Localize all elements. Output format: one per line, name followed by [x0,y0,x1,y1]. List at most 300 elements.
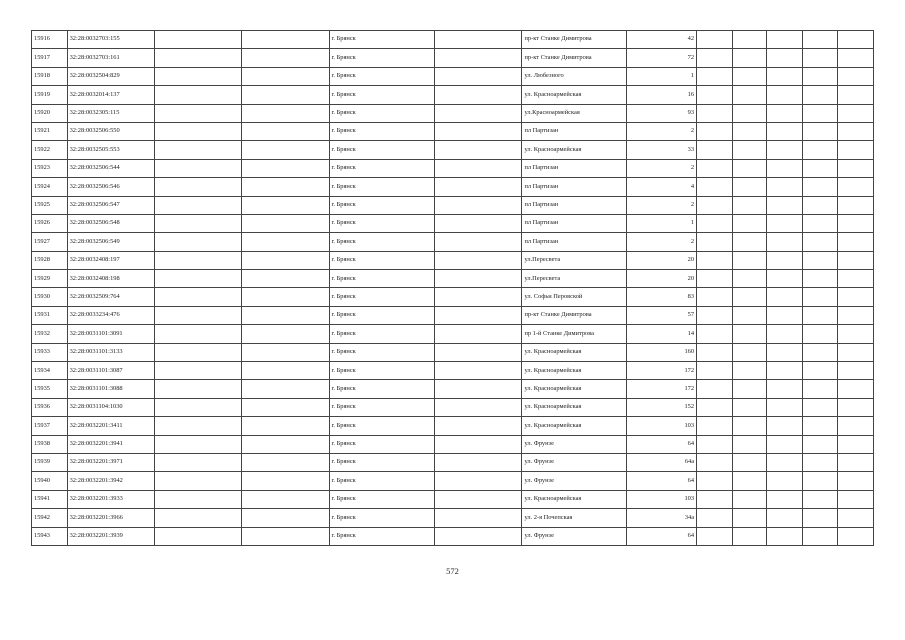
cell-house: 2 [627,159,697,177]
cell-city: г. Брянск [329,270,435,288]
cell-street: ул. Фрунзе [522,435,627,453]
cell-house: 64 [627,472,697,490]
cell-empty [732,343,766,361]
cell-city: г. Брянск [329,325,435,343]
cell-id: 15919 [32,86,68,104]
cell-empty [154,288,241,306]
cell-house: 1 [627,67,697,85]
cell-empty [154,270,241,288]
cell-city: г. Брянск [329,380,435,398]
table-row [32,343,874,361]
table-row [32,233,874,251]
cell-empty [435,67,522,85]
cell-empty [802,141,838,159]
cell-cadastral: 32:28:0032703:161 [67,49,154,67]
cell-empty [802,159,838,177]
cell-empty [838,325,874,343]
cell-empty [242,159,329,177]
cell-street: ул.Пересвета [522,251,627,269]
cell-city: г. Брянск [329,122,435,140]
cell-empty [802,233,838,251]
cell-empty [802,67,838,85]
cell-empty [838,343,874,361]
cell-empty [154,306,241,324]
cell-empty [697,214,733,232]
cell-empty [732,122,766,140]
cell-empty [154,362,241,380]
cell-empty [435,196,522,214]
cell-city: г. Брянск [329,453,435,471]
cell-empty [242,380,329,398]
cell-empty [838,233,874,251]
cell-empty [838,362,874,380]
table-row [32,325,874,343]
cell-empty [767,86,803,104]
cell-empty [838,306,874,324]
cell-empty [154,380,241,398]
cell-street: пл Партизан [522,233,627,251]
cell-house: 93 [627,104,697,122]
cell-empty [697,122,733,140]
cell-house: 103 [627,490,697,508]
cell-empty [242,435,329,453]
cell-id: 15930 [32,288,68,306]
table-row [32,196,874,214]
cell-empty [697,196,733,214]
table-row [32,306,874,324]
cell-empty [435,104,522,122]
cell-city: г. Брянск [329,509,435,527]
cell-street: ул. Фрунзе [522,527,627,545]
cell-empty [435,86,522,104]
cell-id: 15925 [32,196,68,214]
cell-empty [242,178,329,196]
cell-city: г. Брянск [329,490,435,508]
cell-empty [242,472,329,490]
cell-empty [242,343,329,361]
cell-empty [435,214,522,232]
cell-empty [435,49,522,67]
cell-empty [697,453,733,471]
cell-empty [242,67,329,85]
cell-empty [802,196,838,214]
cell-empty [697,251,733,269]
cell-empty [697,362,733,380]
table-row [32,214,874,232]
cell-empty [767,196,803,214]
cell-empty [838,453,874,471]
cell-empty [732,306,766,324]
cell-house: 2 [627,196,697,214]
cell-empty [435,527,522,545]
cell-empty [732,49,766,67]
cell-empty [242,490,329,508]
cell-id: 15924 [32,178,68,196]
cell-street: пр-кт Станке Димитрова [522,306,627,324]
cell-empty [732,270,766,288]
cell-cadastral: 32:28:0032201:3971 [67,453,154,471]
cell-street: ул. Красноармейская [522,362,627,380]
cell-cadastral: 32:28:0033234:476 [67,306,154,324]
cell-empty [435,270,522,288]
cell-city: г. Брянск [329,104,435,122]
cell-empty [767,306,803,324]
cell-empty [732,325,766,343]
cell-empty [838,435,874,453]
cell-house: 34а [627,509,697,527]
cell-empty [154,159,241,177]
table-body [32,31,874,546]
cell-city: г. Брянск [329,343,435,361]
table-row [32,490,874,508]
cell-empty [802,453,838,471]
cell-empty [435,251,522,269]
cell-id: 15929 [32,270,68,288]
cell-cadastral: 32:28:0032506:550 [67,122,154,140]
cell-street: пр-кт Станке Димитрова [522,31,627,49]
cell-street: ул.Красноармейская [522,104,627,122]
cell-id: 15928 [32,251,68,269]
cell-empty [802,288,838,306]
table-row [32,86,874,104]
table-row [32,159,874,177]
cell-id: 15926 [32,214,68,232]
cell-empty [802,490,838,508]
cell-city: г. Брянск [329,214,435,232]
cell-empty [802,398,838,416]
cell-empty [154,122,241,140]
cell-empty [838,86,874,104]
cell-id: 15917 [32,49,68,67]
cell-cadastral: 32:28:0031101:3091 [67,325,154,343]
cell-house: 2 [627,122,697,140]
cell-empty [767,417,803,435]
cell-empty [802,31,838,49]
cell-cadastral: 32:28:0032201:3966 [67,509,154,527]
cell-empty [767,67,803,85]
table-row [32,362,874,380]
cell-cadastral: 32:28:0032305:115 [67,104,154,122]
cell-cadastral: 32:28:0032201:3942 [67,472,154,490]
table-row [32,104,874,122]
cell-id: 15936 [32,398,68,416]
cell-empty [767,141,803,159]
table-row [32,398,874,416]
cell-cadastral: 32:28:0031101:3133 [67,343,154,361]
cell-cadastral: 32:28:0032509:764 [67,288,154,306]
cell-city: г. Брянск [329,67,435,85]
cell-empty [732,67,766,85]
cell-empty [242,288,329,306]
table-row [32,270,874,288]
table-row [32,49,874,67]
cell-empty [767,233,803,251]
cell-empty [767,435,803,453]
cell-empty [838,178,874,196]
cell-empty [435,325,522,343]
table-row [32,251,874,269]
cell-empty [154,86,241,104]
cell-empty [767,122,803,140]
cell-city: г. Брянск [329,86,435,104]
cell-empty [435,417,522,435]
cell-empty [242,362,329,380]
cell-id: 15938 [32,435,68,453]
cell-cadastral: 32:28:0032505:553 [67,141,154,159]
cell-empty [838,417,874,435]
cell-cadastral: 32:28:0032408:198 [67,270,154,288]
cell-empty [154,490,241,508]
cell-empty [154,472,241,490]
cell-empty [435,31,522,49]
cell-house: 20 [627,270,697,288]
cell-empty [838,380,874,398]
table-row [32,67,874,85]
cell-empty [435,453,522,471]
cell-house: 33 [627,141,697,159]
cell-empty [838,398,874,416]
cell-empty [697,270,733,288]
cell-empty [838,159,874,177]
cell-empty [732,472,766,490]
cell-id: 15940 [32,472,68,490]
cell-empty [838,288,874,306]
cell-empty [767,251,803,269]
cell-empty [838,122,874,140]
cell-empty [697,86,733,104]
cell-city: г. Брянск [329,417,435,435]
cell-empty [697,343,733,361]
cell-house: 14 [627,325,697,343]
cell-street: ул. 2-я Почепская [522,509,627,527]
cell-street: пл Партизан [522,122,627,140]
cell-empty [838,49,874,67]
cell-street: ул. Красноармейская [522,141,627,159]
cell-empty [802,251,838,269]
cell-empty [242,31,329,49]
cell-empty [838,490,874,508]
cell-empty [767,49,803,67]
cell-city: г. Брянск [329,362,435,380]
cell-empty [154,398,241,416]
cell-empty [732,527,766,545]
cell-empty [838,67,874,85]
cell-empty [435,288,522,306]
cell-empty [242,453,329,471]
cell-empty [697,159,733,177]
cell-house: 16 [627,86,697,104]
cell-empty [802,472,838,490]
cell-empty [732,362,766,380]
cell-house: 103 [627,417,697,435]
cell-city: г. Брянск [329,251,435,269]
page-number: 572 [446,566,459,576]
cell-empty [767,509,803,527]
cell-empty [154,196,241,214]
cell-empty [435,178,522,196]
table-row [32,288,874,306]
cell-empty [242,417,329,435]
cell-empty [732,288,766,306]
cell-city: г. Брянск [329,31,435,49]
table-row [32,527,874,545]
cell-empty [802,306,838,324]
cell-empty [697,178,733,196]
cell-id: 15941 [32,490,68,508]
cell-empty [242,214,329,232]
cell-empty [802,122,838,140]
cell-street: ул. Красноармейская [522,398,627,416]
cell-empty [242,509,329,527]
table-row [32,122,874,140]
cell-empty [732,86,766,104]
cell-house: 42 [627,31,697,49]
cell-id: 15931 [32,306,68,324]
cell-empty [838,270,874,288]
cell-street: ул. Красноармейская [522,380,627,398]
cell-cadastral: 32:28:0032504:829 [67,67,154,85]
cell-house: 2 [627,233,697,251]
cell-empty [242,49,329,67]
cell-empty [802,343,838,361]
cell-street: пр-кт Станке Димитрова [522,49,627,67]
cell-cadastral: 32:28:0032408:197 [67,251,154,269]
cell-empty [154,527,241,545]
cell-street: пл Партизан [522,178,627,196]
cell-empty [802,435,838,453]
cell-empty [767,214,803,232]
cell-house: 1 [627,214,697,232]
cell-empty [838,141,874,159]
cell-empty [767,398,803,416]
cell-cadastral: 32:28:0032201:3939 [67,527,154,545]
cell-empty [435,435,522,453]
cell-empty [732,196,766,214]
cell-street: пл Партизан [522,214,627,232]
cell-empty [242,104,329,122]
cell-city: г. Брянск [329,306,435,324]
cell-street: ул. Любезного [522,67,627,85]
cell-empty [732,490,766,508]
table-row [32,509,874,527]
cell-empty [697,325,733,343]
cell-empty [732,214,766,232]
cell-cadastral: 32:28:0032703:155 [67,31,154,49]
cell-street: ул. Фрунзе [522,472,627,490]
cell-empty [242,141,329,159]
cell-id: 15918 [32,67,68,85]
cell-empty [732,31,766,49]
cell-city: г. Брянск [329,435,435,453]
cell-empty [802,509,838,527]
cell-empty [802,325,838,343]
cell-empty [838,196,874,214]
cell-empty [697,49,733,67]
cell-empty [802,417,838,435]
cell-empty [154,233,241,251]
cell-city: г. Брянск [329,141,435,159]
cell-empty [697,233,733,251]
cell-empty [767,159,803,177]
cell-empty [802,362,838,380]
cell-empty [838,509,874,527]
cell-empty [697,435,733,453]
cell-street: ул.Пересвета [522,270,627,288]
cell-empty [435,398,522,416]
cell-empty [802,527,838,545]
cell-empty [767,325,803,343]
cell-empty [154,141,241,159]
cell-id: 15933 [32,343,68,361]
cell-empty [732,380,766,398]
cell-empty [697,288,733,306]
cell-empty [697,306,733,324]
cell-house: 152 [627,398,697,416]
cell-empty [435,233,522,251]
cell-empty [697,104,733,122]
cell-empty [242,233,329,251]
cell-id: 15935 [32,380,68,398]
cell-empty [732,159,766,177]
cell-empty [154,251,241,269]
cell-empty [802,178,838,196]
cell-cadastral: 32:28:0032506:549 [67,233,154,251]
table-row [32,472,874,490]
cell-empty [732,435,766,453]
cell-empty [154,509,241,527]
cell-empty [767,104,803,122]
cell-empty [435,343,522,361]
cell-house: 64 [627,527,697,545]
cell-empty [838,31,874,49]
cell-street: ул. Красноармейская [522,343,627,361]
cell-cadastral: 32:28:0031104:1030 [67,398,154,416]
cell-empty [242,325,329,343]
table-row [32,453,874,471]
cell-street: ул. Красноармейская [522,490,627,508]
cell-city: г. Брянск [329,178,435,196]
cell-house: 83 [627,288,697,306]
cell-empty [435,490,522,508]
cell-empty [802,270,838,288]
cell-id: 15942 [32,509,68,527]
cell-empty [767,31,803,49]
cell-empty [732,141,766,159]
cell-empty [732,251,766,269]
cell-empty [767,453,803,471]
cell-empty [697,67,733,85]
table-row [32,435,874,453]
cell-empty [697,31,733,49]
cell-empty [242,527,329,545]
cell-empty [435,380,522,398]
cell-empty [767,472,803,490]
cell-house: 57 [627,306,697,324]
cell-street: ул. Софьи Перовской [522,288,627,306]
table-row [32,141,874,159]
cell-house: 172 [627,380,697,398]
cell-id: 15916 [32,31,68,49]
cell-empty [154,31,241,49]
cell-street: пл Партизан [522,159,627,177]
cell-empty [697,527,733,545]
table-row [32,31,874,49]
cell-cadastral: 32:28:0032506:544 [67,159,154,177]
cell-city: г. Брянск [329,159,435,177]
cell-house: 160 [627,343,697,361]
cell-id: 15937 [32,417,68,435]
cell-empty [767,362,803,380]
